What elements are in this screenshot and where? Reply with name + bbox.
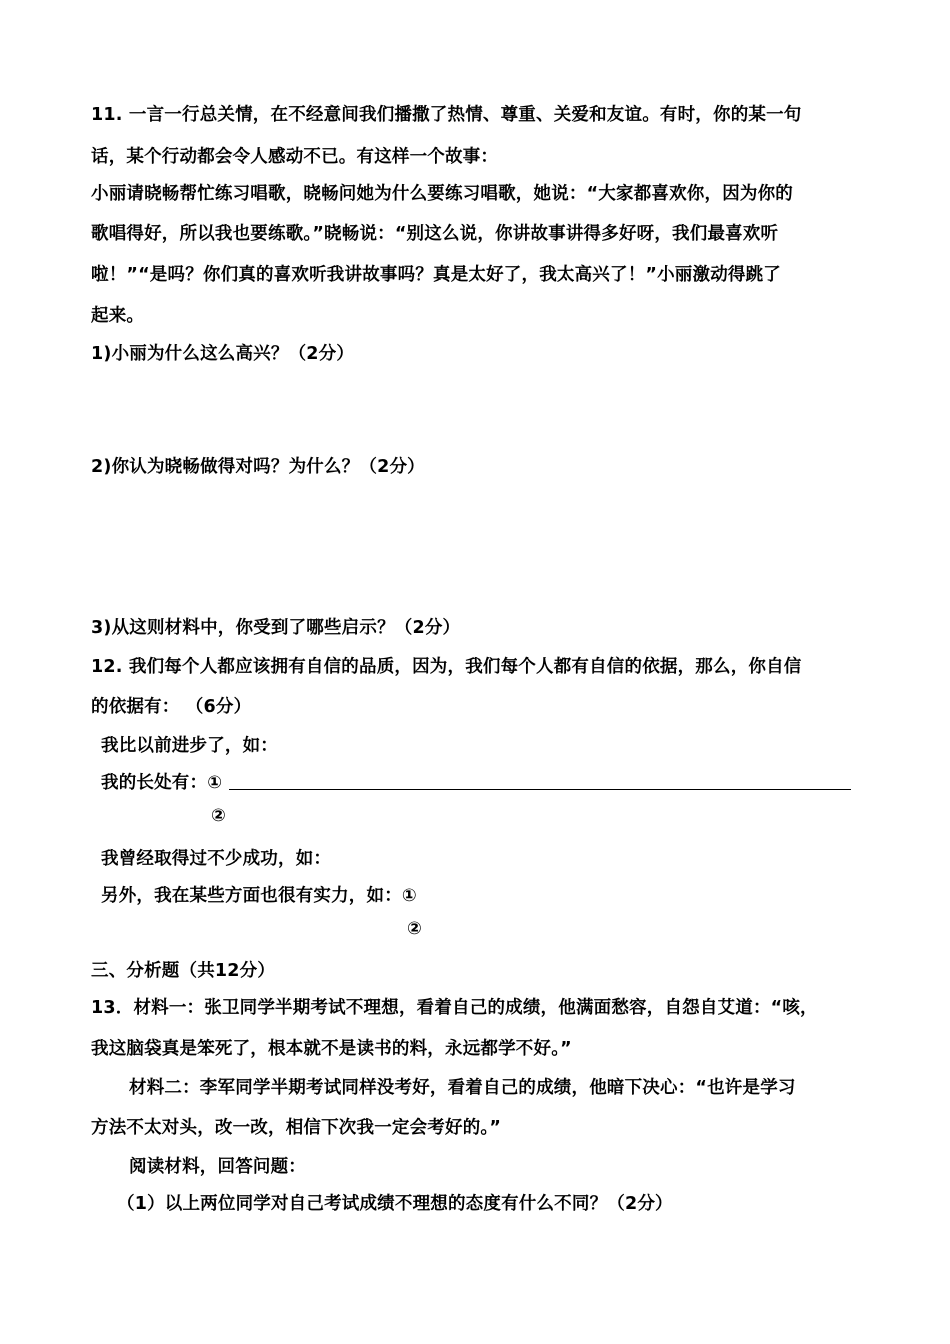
q11-line-1: 11. 一言一行总关情，在不经意间我们播撒了热情、尊重、关爱和友谊。有时，你的某一句 — [91, 105, 802, 125]
q13-material-2-line-1: 材料二：李军同学半期考试同样没考好，看着自己的成绩，他暗下决心：“也许是学习 — [129, 1078, 796, 1098]
q11-story-3: 啦！”“是吗？你们真的喜欢听我讲故事吗？真是太好了，我太高兴了！”小丽激动得跳了 — [91, 265, 782, 285]
q12-ability-item-2: ② — [407, 919, 423, 939]
q11-sub-question-2: 2)你认为晓畅做得对吗？为什么？（2分） — [91, 457, 425, 477]
q13-material-2-line-2: 方法不太对头，改一改，相信下次我一定会考好的。” — [91, 1118, 502, 1138]
q12-line-2: 的依据有： （6分） — [91, 697, 252, 717]
q11-sub-question-1: 1)小丽为什么这么高兴？（2分） — [91, 344, 355, 364]
q11-story-2: 歌唱得好，所以我也要练歌。”晓畅说：“别这么说，你讲故事讲得多好呀，我们最喜欢听 — [91, 224, 779, 244]
q12-strengths-item-2: ② — [211, 806, 227, 826]
q11-story-4: 起来。 — [91, 306, 145, 326]
q13-material-1-line-1: 13．材料一：张卫同学半期考试不理想，看着自己的成绩，他满面愁容，自怨自艾道：“咳， — [91, 998, 818, 1018]
q13-sub-question-1: （1）以上两位同学对自己考试成绩不理想的态度有什么不同？（2分） — [117, 1194, 673, 1214]
section-3-heading: 三、分析题（共12分） — [91, 961, 276, 981]
q13-material-1-line-2: 我这脑袋真是笨死了，根本就不是读书的料，永远都学不好。” — [91, 1039, 572, 1059]
q12-strengths-answer-line — [229, 789, 851, 790]
q11-sub-question-3: 3)从这则材料中，你受到了哪些启示？（2分） — [91, 618, 461, 638]
q11-line-2: 话，某个行动都会令人感动不已。有这样一个故事： — [91, 147, 499, 167]
q13-instruction: 阅读材料，回答问题： — [129, 1157, 306, 1177]
q12-line-1: 12. 我们每个人都应该拥有自信的品质，因为，我们每个人都有自信的依据，那么，你自信 — [91, 657, 802, 677]
q12-progress-prompt: 我比以前进步了，如： — [101, 736, 278, 756]
q11-story-1: 小丽请晓畅帮忙练习唱歌，晓畅问她为什么要练习唱歌，她说：“大家都喜欢你，因为你的 — [91, 184, 793, 204]
q12-strengths-prompt: 我的长处有：① — [101, 773, 223, 793]
q12-success-prompt: 我曾经取得过不少成功，如： — [101, 849, 332, 869]
q12-ability-prompt: 另外，我在某些方面也很有实力，如：① — [101, 886, 417, 906]
